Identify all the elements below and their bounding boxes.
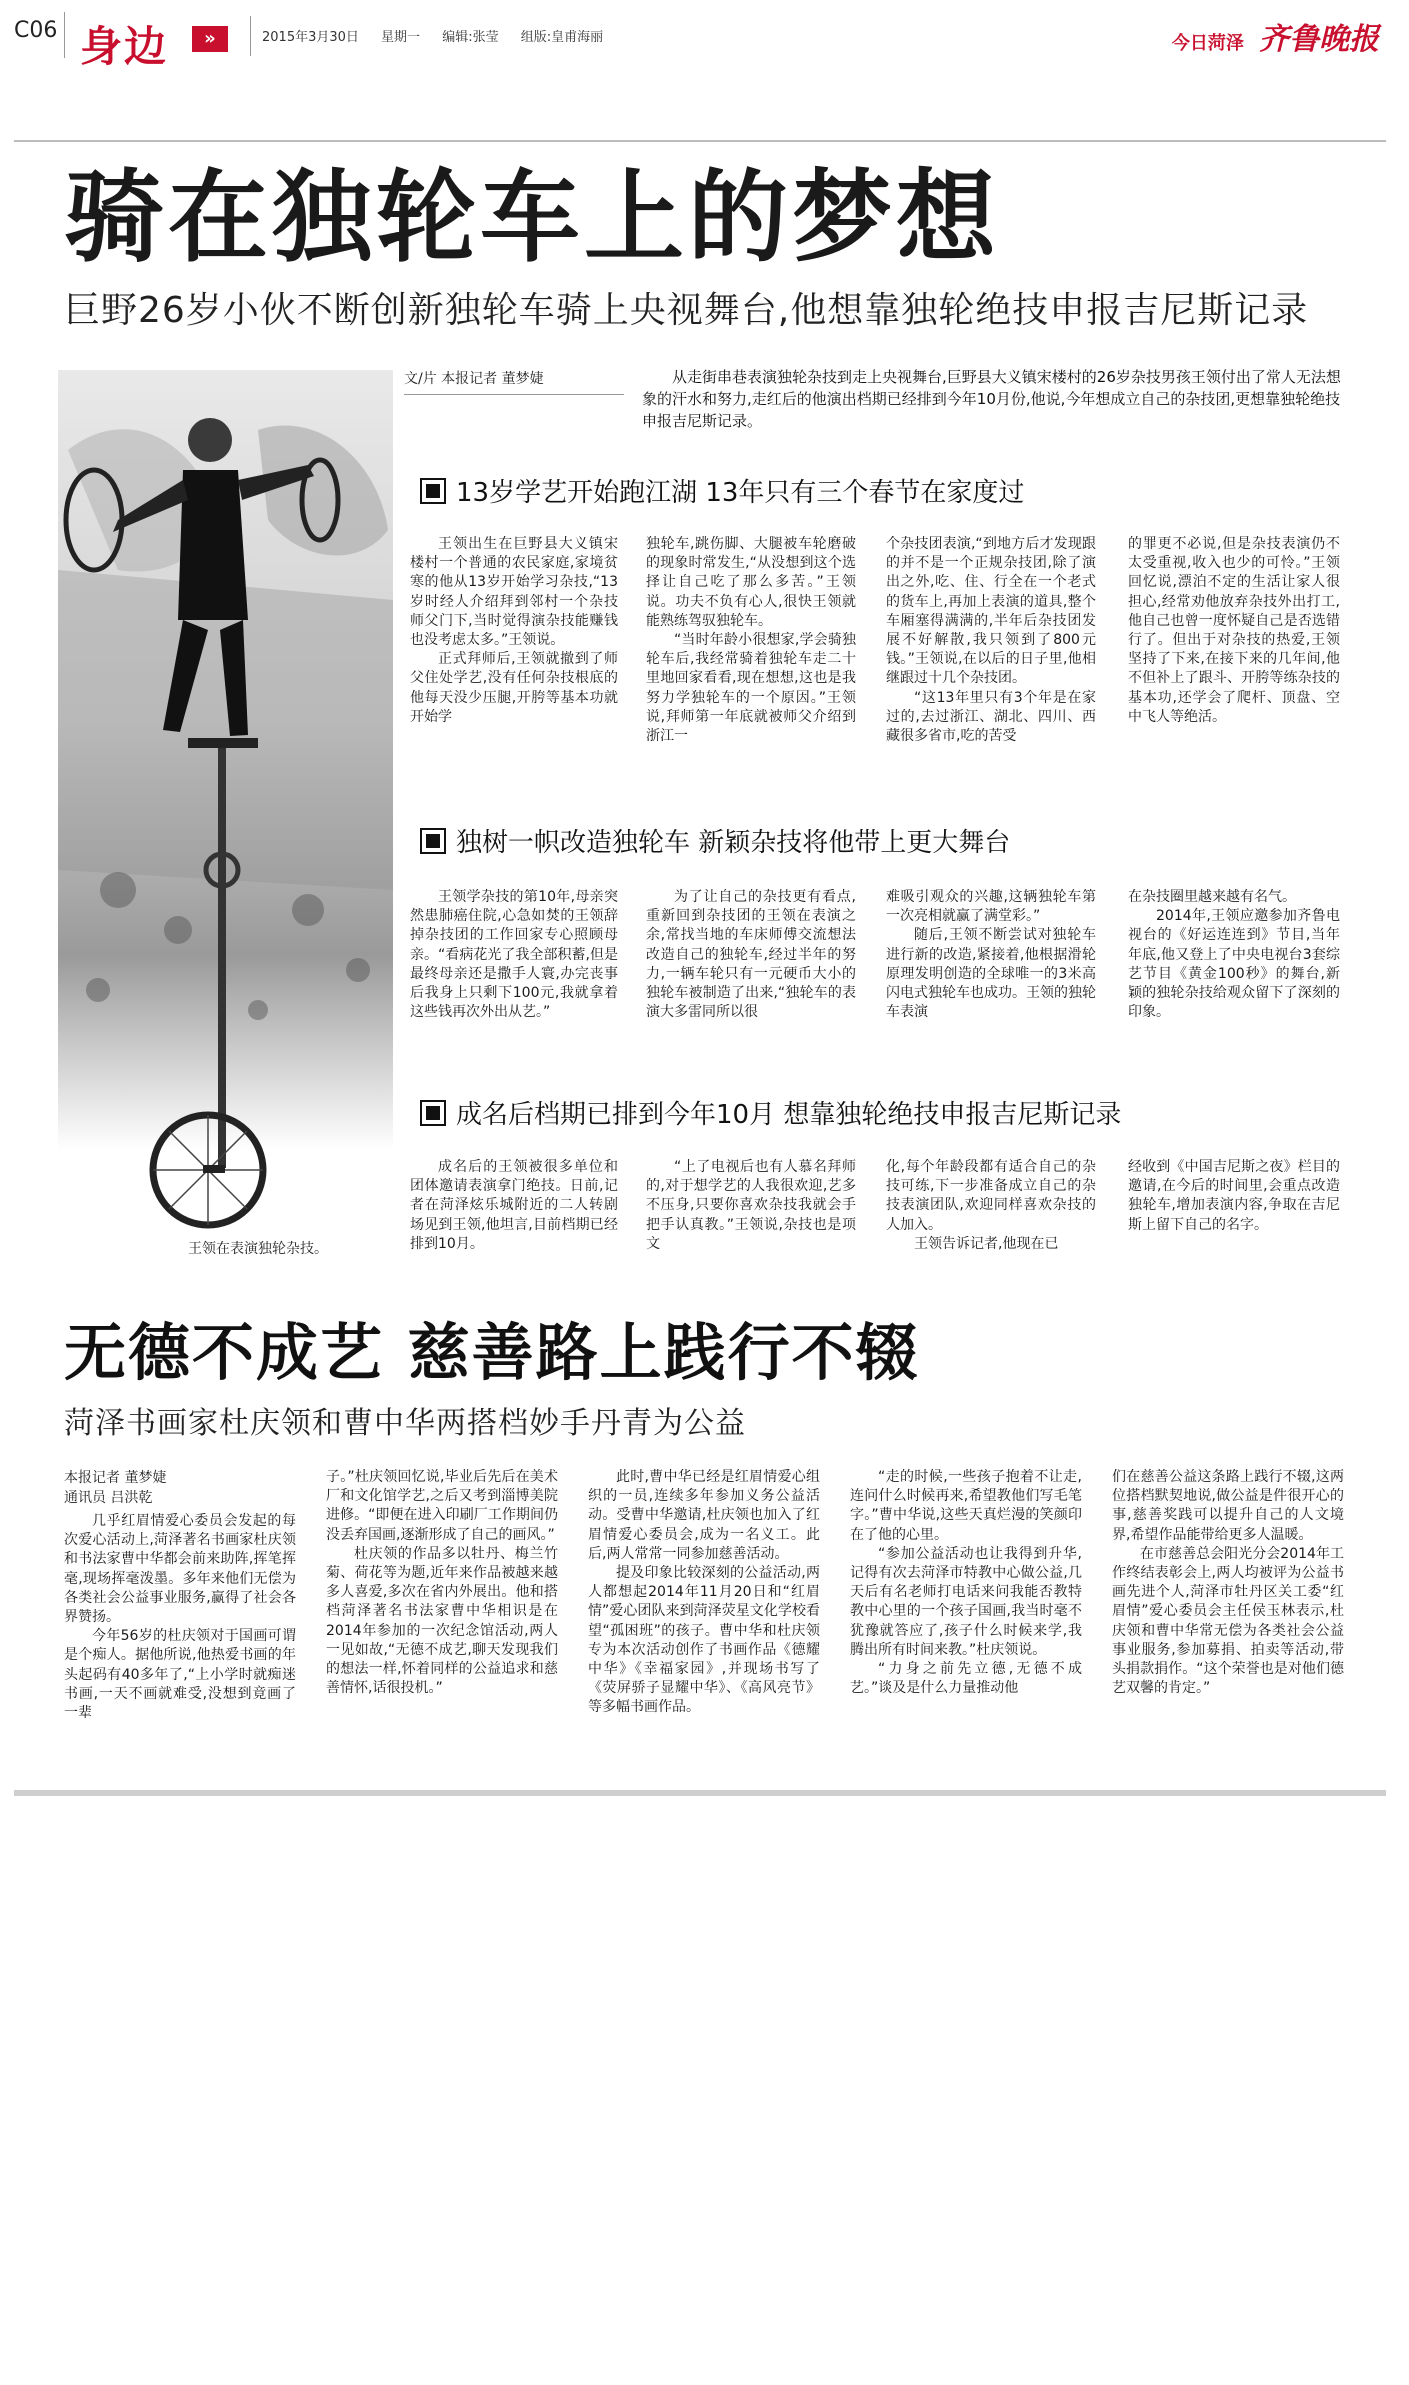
s2-column-2: 为了让自己的杂技更有看点,重新回到杂技团的王领在表演之余,常找当地的车床师傅交流想法改造自己的独轮车,经过半年的努力,一辆车轮只有一元硬币大小的独轮车被制造了出来,“独轮车的表演大多雷同所以很: [646, 889, 856, 1021]
article1-lede: 从走街串巷表演独轮杂技到走上央视舞台,巨野县大义镇宋楼村的26岁杂技男孩王领付出了常人无法想象的汗水和努力,走红后的他演出档期已经排到今年10月份,他说,今年想成立自己的杂技团,更想靠独轮绝技申报吉尼斯记录。: [642, 368, 1341, 430]
s2-column-4: 在杂技圈里越来越有名气。 2014年,王领应邀参加齐鲁电视台的《好运连连到》节目,当年年底,他又登上了中央电视台3套综艺节目《黄金100秒》的舞台,新颖的独轮杂技给观众留下了深刻的印象。: [1128, 889, 1340, 1021]
header-rule: [14, 140, 1386, 142]
photo-caption: 王领在表演独轮杂技。: [188, 1241, 328, 1257]
editor-credit: 编辑:张莹: [442, 30, 499, 45]
s1-column-2: 独轮车,跳伤脚、大腿被车轮磨破的现象时常发生,“从没想到这个选择让自己吃了那么多苦。”王领说。功夫不负有心人,很快王领就能熟练驾驭独轮车。 “当时年龄小很想家,学会骑独轮车后,我经常骑着独轮车走二十里地回家看看,现在想想,这也是我努力学独轮车的一个原因。”王领说,拜师第一年底就被师父介绍到浙江一: [646, 536, 856, 745]
header-divider: [250, 16, 251, 56]
square-bullet-icon: [420, 828, 446, 854]
s2-column-3: 难吸引观众的兴趣,这辆独轮车第一次亮相就赢了满堂彩。” 随后,王领不断尝试对独轮车进行新的改造,紧接着,他根据滑轮原理发明创造的全球唯一的3米高闪电式独轮车也成功。王领的独轮车表演: [886, 889, 1096, 1021]
section2-heading: [420, 822, 1010, 859]
section1-heading: [420, 472, 1024, 509]
s1-column-3: 个杂技团表演,“到地方后才发现跟的并不是一个正规杂技团,除了演出之外,吃、住、行全在一个老式的货车上,再加上表演的道具,整个车厢塞得满满的,半年后杂技团发展不好解散,我只领到了800元钱。”王领说,在以后的日子里,他相继跟过十几个杂技团。 “这13年里只有3个年是在家过的,去过浙江、湖北、四川、西藏很多省市,吃的苦受: [886, 536, 1096, 745]
section3-heading-text: 成名后档期已排到今年10月 想靠独轮绝技申报吉尼斯记录: [456, 1100, 1122, 1130]
section3-heading: [420, 1094, 1121, 1131]
a2-column-3: 此时,曹中华已经是红眉情爱心组织的一员,连续多年参加义务公益活动。受曹中华邀请,杜庆领也加入了红眉情爱心委员会,成为一名义工。此后,两人常常一同参加慈善活动。 提及印象比较深刻的公益活动,两人都想起2014年11月20日和“红眉情”爱心团队来到菏泽荧星文化学校看望“孤困班”的孩子。曹中华和杜庆领专为本次活动创作了书画作品《德耀中华》《幸福家园》,并现场书写了《荧屏骄子显耀中华》、《高风亮节》等多幅书画作品。: [588, 1469, 820, 1716]
s3-column-2: “上了电视后也有人慕名拜师的,对于想学艺的人我很欢迎,艺多不压身,只要你喜欢杂技我就会手把手认真教。”王领说,杂技也是项文: [646, 1159, 856, 1252]
section2-heading-text: 独树一帜改造独轮车 新颖杂技将他带上更大舞台: [456, 828, 1011, 858]
s3-column-4: 经收到《中国吉尼斯之夜》栏目的邀请,在今后的时间里,会重点改造独轮车,增加表演内容,争取在吉尼斯上留下自己的名字。: [1128, 1159, 1340, 1233]
byline-rule: [404, 394, 624, 395]
issue-weekday: 星期一: [381, 30, 421, 45]
header-divider: [64, 12, 65, 58]
article2-subheadline: 菏泽书画家杜庆领和曹中华两搭档妙手丹青为公益: [64, 1406, 746, 1441]
photo-illustration: [58, 370, 393, 1250]
layout-credit: 组版:皇甫海丽: [520, 30, 604, 45]
edition-tag: 今日菏泽: [1171, 33, 1244, 54]
s1-column-1: 王领出生在巨野县大义镇宋楼村一个普通的农民家庭,家境贫寒的他从13岁开始学习杂技,“13岁时经人介绍拜到邻村一个杂技师父门下,当时觉得演杂技能赚钱也没考虑太多。”王领说。 正式拜师后,王领就撤到了师父住处学艺,没有任何杂技根底的他每天没少压腿,开胯等基本功就开始学: [410, 536, 618, 725]
s1-column-4: 的罪更不必说,但是杂技表演仍不太受重视,收入也少的可怜。”王领回忆说,漂泊不定的生活让家人很担心,经常劝他放弃杂技外出打工,他自己也曾一度怀疑自己是否选错行了。但出于对杂技的热爱,王领坚持了下来,在接下来的几年间,他不但补上了跟斗、开胯等练杂技的基本功,还学会了爬杆、顶盘、空中飞人等绝活。: [1128, 536, 1340, 725]
paper-logo: 齐鲁晚报: [1259, 22, 1379, 57]
unicycle-performer-photo: [58, 370, 393, 1250]
article1-subheadline: 巨野26岁小伙不断创新独轮车骑上央视舞台,他想靠独轮绝技申报吉尼斯记录: [64, 290, 1309, 331]
article1-headline: 骑在独轮车上的梦想: [64, 159, 1000, 276]
a2-column-2: 子。”杜庆领回忆说,毕业后先后在美术厂和文化馆学艺,之后又考到淄博美院进修。“即便在进入印刷厂工作期间仍没丢弃国画,逐渐形成了自己的画风。” 杜庆领的作品多以牡丹、梅兰竹菊、荷花等为题,近年来作品被越来越多人喜爱,多次在省内外展出。他和搭档菏泽著名书法家曹中华相识是在2014年参加的一次纪念馆活动,两人一见如故,“无德不成艺,聊天发现我们的想法一样,怀着同样的公益追求和慈善情怀,话很投机。”: [326, 1469, 558, 1697]
s3-column-3: 化,每个年龄段都有适合自己的杂技可练,下一步准备成立自己的杂技表演团队,欢迎同样喜欢杂技的人加入。 王领告诉记者,他现在已: [886, 1159, 1096, 1252]
issue-date: 2015年3月30日: [262, 30, 359, 45]
square-bullet-icon: [420, 478, 446, 504]
s3-column-1: 成名后的王领被很多单位和团体邀请表演拿门绝技。日前,记者在菏泽炫乐城附近的二人转剧场见到王领,他坦言,目前档期已经排到10月。: [410, 1159, 618, 1252]
section-name: 身边: [80, 22, 169, 71]
a2-column-1: 几乎红眉情爱心委员会发起的每次爱心活动上,菏泽著名书画家杜庆领和书法家曹中华都会前来助阵,挥笔挥毫,现场挥毫泼墨。多年来他们无偿为各类社会公益事业服务,赢得了社会各界赞扬。 今年56岁的杜庆领对于国画可谓是个痴人。据他所说,他热爱书画的年头起码有40多年了,“上小学时就痴迷书画,一天不画就难受,没想到竟画了一辈: [64, 1513, 296, 1722]
footer-rule: [14, 1790, 1386, 1796]
article2-byline: 本报记者 董梦婕 通讯员 吕洪乾: [64, 1470, 167, 1506]
a2-column-4: “走的时候,一些孩子抱着不让走,连问什么时候再来,希望教他们写毛笔字。”曹中华说,这些天真烂漫的笑颜印在了他的心里。 “参加公益活动也让我得到升华,记得有次去菏泽市特教中心做公益,几天后有名老师打电话来问我能否教特教中心里的一个孩子国画,我当时毫不犹豫就答应了,孩子什么时候来学,我腾出所有时间来教。”杜庆领说。 “力身之前先立德,无德不成艺。”谈及是什么力量推动他: [850, 1469, 1082, 1697]
square-bullet-icon: [420, 1100, 446, 1126]
issue-meta: [262, 26, 621, 45]
page-number: C06: [14, 18, 58, 43]
masthead-tag: [1172, 14, 1379, 58]
chevron-right-icon: »: [192, 26, 228, 52]
s2-column-1: 王领学杂技的第10年,母亲突然患肺癌住院,心急如焚的王领辞掉杂技团的工作回家专心照顾母亲。“看病花光了我全部积蓄,但是最终母亲还是撒手人寰,办完丧事后我身上只剩下100元,我就拿着这些钱再次外出从艺。”: [410, 889, 618, 1021]
a2-column-5: 们在慈善公益这条路上践行不辍,这两位搭档默契地说,做公益是件很开心的事,慈善奖践可以提升自己的人文境界,希望作品能带给更多人温暖。 在市慈善总会阳光分会2014年工作终结表彰会上,两人均被评为公益书画先进个人,菏泽市牡丹区关工委“红眉情”爱心委员会主任侯玉林表示,杜庆领和曹中华常无偿为各类社会公益事业服务,参加募捐、拍卖等活动,带头捐款捐作。“这个荣誉也是对他们德艺双馨的肯定。”: [1112, 1469, 1344, 1697]
article2-headline: 无德不成艺 慈善路上践行不辍: [64, 1316, 920, 1389]
article1-byline: 文/片 本报记者 董梦婕: [404, 371, 544, 387]
section1-heading-text: 13岁学艺开始跑江湖 13年只有三个春节在家度过: [456, 478, 1025, 508]
